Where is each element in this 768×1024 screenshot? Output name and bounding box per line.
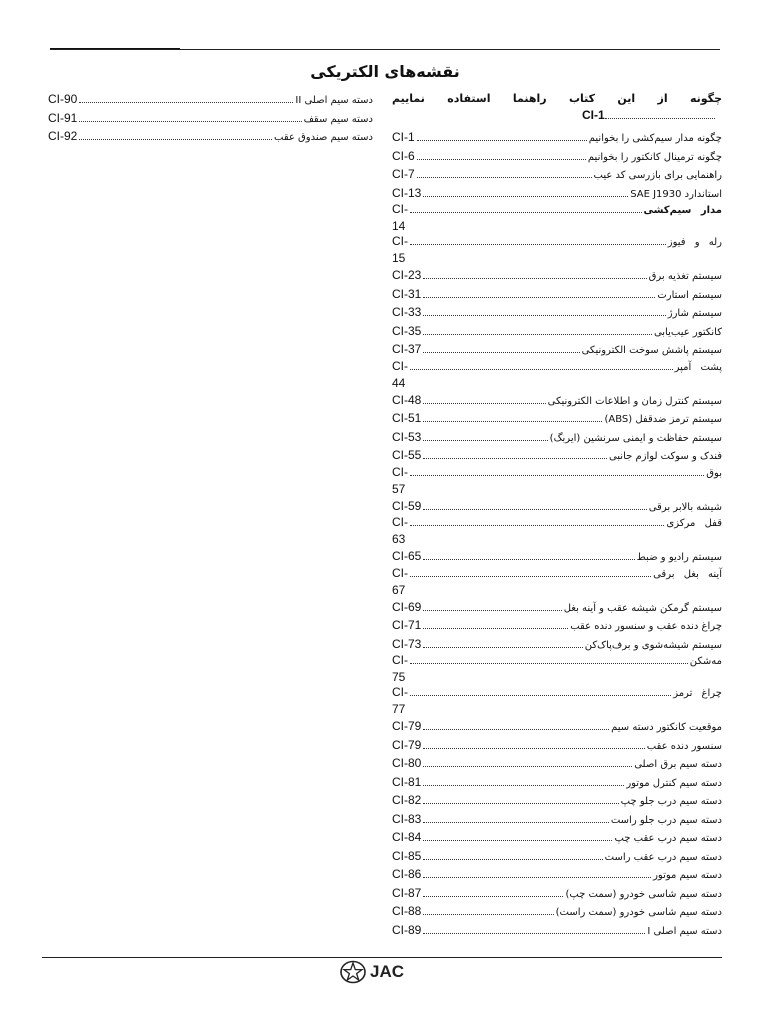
toc-entry-title: دسته سیم شاسی خودرو (سمت راست) bbox=[555, 907, 722, 918]
toc-page-number: CI-92 bbox=[48, 129, 78, 143]
toc-entry-title: استاندارد SAE J1930 bbox=[630, 188, 722, 200]
leader-dots bbox=[417, 168, 592, 178]
leader-dots bbox=[423, 720, 609, 730]
leader-dots bbox=[423, 794, 618, 804]
toc-entry-title: چگونه ترمینال کانکتور را بخوانیم bbox=[587, 151, 722, 163]
toc-entry[interactable] bbox=[392, 285, 722, 304]
toc-entry-title: دسته سیم کنترل موتور bbox=[626, 777, 722, 789]
toc-entry-title: بوق bbox=[706, 467, 722, 479]
toc-entry-title: دسته سیم موتور bbox=[653, 870, 722, 881]
toc-page-number: CI-79 bbox=[392, 719, 422, 733]
toc-page-number: CI-48 bbox=[392, 392, 422, 407]
toc-entry[interactable] bbox=[392, 566, 722, 598]
toc-entry-title: دسته سیم درب عقب چپ bbox=[614, 833, 722, 844]
toc-page-number-cont: 14 bbox=[392, 219, 406, 233]
leader-dots bbox=[423, 449, 607, 459]
leader-dots bbox=[423, 638, 582, 648]
toc-page-number: CI-69 bbox=[392, 599, 422, 614]
toc-page-number: CI- bbox=[392, 202, 408, 216]
toc-title-word: راهنما bbox=[512, 92, 547, 105]
toc-entry[interactable] bbox=[48, 127, 373, 146]
toc-first-entry bbox=[392, 90, 722, 128]
toc-page-number: CI-79 bbox=[392, 737, 422, 752]
leader-dots bbox=[423, 813, 609, 823]
toc-page-number: CI-65 bbox=[392, 549, 422, 563]
toc-entry[interactable] bbox=[392, 303, 722, 322]
toc-page-number: CI- bbox=[392, 234, 408, 248]
leader-dots bbox=[423, 831, 612, 841]
toc-page-number-cont: 67 bbox=[392, 582, 406, 597]
logo-text: JAC bbox=[370, 962, 405, 981]
toc-entry[interactable] bbox=[392, 653, 722, 685]
toc-entry[interactable] bbox=[392, 847, 722, 866]
leader-dots bbox=[423, 269, 646, 279]
toc-entry-title: سیستم رادیو و ضبط bbox=[636, 552, 722, 563]
toc-entry-title: چگونه مدار سیم‌کشی را بخوانیم bbox=[588, 133, 722, 144]
toc-title-word: استفاده bbox=[447, 92, 491, 105]
leader-dots bbox=[423, 431, 547, 441]
toc-entry[interactable] bbox=[392, 202, 722, 234]
toc-page-number: CI- bbox=[392, 464, 408, 479]
leader-dots bbox=[423, 412, 602, 422]
toc-entry-title: دسته سیم سقف bbox=[303, 113, 373, 125]
toc-entry-title: سنسور دنده عقب bbox=[646, 740, 722, 752]
toc-page-number: CI-6 bbox=[392, 148, 415, 163]
toc-entry[interactable] bbox=[392, 736, 722, 755]
toc-page-number-cont: 57 bbox=[392, 481, 406, 496]
leader-dots bbox=[410, 655, 688, 664]
toc-entry-title: پشت آمپر bbox=[674, 361, 722, 373]
leader-dots bbox=[410, 204, 642, 213]
toc-entry-title: دسته سیم صندوق عقب bbox=[274, 132, 373, 143]
toc-page-number: CI-73 bbox=[392, 636, 422, 651]
toc-entry-title: سیستم پاشش سوخت الکترونیکی bbox=[581, 345, 722, 356]
leader-dots bbox=[423, 500, 646, 510]
toc-entry[interactable] bbox=[392, 359, 722, 391]
star-icon bbox=[340, 960, 366, 984]
toc-entry-title: فندک و سوکت لوازم جانبی bbox=[608, 451, 722, 462]
leader-dots bbox=[410, 361, 673, 370]
toc-page-number-cont: 77 bbox=[392, 702, 406, 716]
toc-entry[interactable] bbox=[392, 165, 722, 184]
leader-dots bbox=[410, 687, 671, 696]
toc-entry[interactable] bbox=[392, 128, 722, 147]
toc-entry-title: قفل مرکزی bbox=[666, 518, 722, 529]
toc-page-number-cont: 15 bbox=[392, 251, 406, 265]
leader-dots bbox=[79, 93, 293, 103]
toc-page-number: CI-31 bbox=[392, 286, 422, 301]
toc-entry-title: سیستم استارت bbox=[657, 289, 722, 301]
toc-entry-title: راهنمایی برای بازرسی کد عیب bbox=[593, 170, 722, 181]
toc-page-number: CI-7 bbox=[392, 167, 415, 181]
toc-page-number: CI-51 bbox=[392, 411, 422, 425]
toc-entry[interactable] bbox=[392, 754, 722, 773]
toc-entry[interactable] bbox=[392, 921, 722, 940]
footer-rule bbox=[42, 957, 722, 958]
toc-entry-title: کانکتور عیب‌یابی bbox=[653, 326, 722, 338]
toc-entry[interactable] bbox=[392, 828, 722, 847]
toc-entry-title: دسته سیم اصلی II bbox=[295, 95, 373, 106]
toc-entry[interactable] bbox=[392, 773, 722, 792]
toc-entry-title: سیستم شارژ bbox=[667, 308, 722, 319]
toc-title-word: این bbox=[617, 92, 636, 105]
toc-page-number: CI-90 bbox=[48, 92, 78, 106]
toc-entry[interactable] bbox=[392, 884, 722, 903]
toc-right-column bbox=[392, 90, 722, 939]
toc-entry[interactable] bbox=[392, 791, 722, 810]
toc-entry[interactable] bbox=[392, 717, 722, 736]
toc-entry[interactable] bbox=[392, 547, 722, 566]
toc-entry-title: موقعیت کانکتور دسته سیم bbox=[611, 722, 722, 733]
toc-page-number: CI-82 bbox=[392, 793, 422, 807]
leader-dots bbox=[423, 288, 655, 298]
toc-entry[interactable] bbox=[392, 865, 722, 884]
toc-page-number: CI-88 bbox=[392, 904, 422, 918]
leader-dots bbox=[410, 517, 664, 526]
leader-dots bbox=[410, 236, 666, 245]
toc-entry[interactable] bbox=[392, 515, 722, 547]
toc-entry[interactable] bbox=[392, 616, 722, 635]
toc-page-number: CI- bbox=[392, 685, 408, 699]
leader-dots bbox=[423, 739, 644, 749]
toc-entry-title: سیستم ترمز ضدقفل (ABS) bbox=[604, 414, 722, 425]
toc-entry-title: مه‌شکن bbox=[689, 656, 722, 667]
leader-dots bbox=[423, 850, 602, 860]
toc-page-number-cont: 75 bbox=[392, 670, 406, 684]
leader-dots bbox=[423, 757, 632, 767]
toc-entry-title: سیستم گرمکن شیشه عقب و آینه بغل bbox=[563, 602, 722, 614]
toc-entry[interactable] bbox=[392, 497, 722, 516]
toc-entry[interactable] bbox=[392, 340, 722, 359]
leader-dots bbox=[423, 325, 652, 335]
toc-entry[interactable] bbox=[392, 598, 722, 617]
toc-entry-title: چراغ ترمز bbox=[673, 688, 722, 699]
leader-dots bbox=[423, 550, 634, 560]
toc-entry[interactable] bbox=[392, 428, 722, 447]
toc-entry-title: سیستم حفاظت و ایمنی سرنشین (ایربگ) bbox=[549, 432, 722, 444]
toc-page-number: CI-89 bbox=[392, 922, 422, 937]
toc-entry-title: شیشه بالابر برقی bbox=[648, 501, 722, 513]
toc-page-number: CI-1 bbox=[392, 130, 415, 144]
toc-entry-title: سیستم شیشه‌شوی و برف‌پاک‌کن bbox=[584, 639, 722, 651]
toc-page-number: CI-84 bbox=[392, 830, 422, 844]
toc-entry[interactable] bbox=[392, 391, 722, 410]
toc-entry[interactable] bbox=[392, 810, 722, 829]
page-title: نقشه‌های الکتریکی bbox=[310, 62, 460, 81]
toc-page-number: CI-91 bbox=[48, 110, 78, 125]
toc-page-number: CI-23 bbox=[392, 268, 422, 282]
toc-entry[interactable] bbox=[392, 409, 722, 428]
toc-page-number: CI-33 bbox=[392, 305, 422, 319]
leader-dots bbox=[423, 306, 665, 316]
toc-entry-title: دسته سیم درب عقب راست bbox=[604, 851, 722, 863]
leader-dots bbox=[79, 112, 301, 122]
header-rule bbox=[50, 49, 720, 50]
toc-page-number: CI-59 bbox=[392, 498, 422, 513]
toc-page-number: CI-71 bbox=[392, 618, 422, 632]
toc-page-number: CI- bbox=[392, 653, 408, 667]
toc-entry[interactable] bbox=[392, 635, 722, 654]
toc-page-number: CI-80 bbox=[392, 756, 422, 770]
toc-entry-title: رله و فیوز bbox=[667, 237, 722, 248]
toc-page-number: CI-55 bbox=[392, 448, 422, 462]
toc-entry[interactable] bbox=[392, 184, 722, 203]
toc-entry[interactable] bbox=[392, 902, 722, 921]
toc-page-number: CI-81 bbox=[392, 774, 422, 789]
toc-page-number-cont: 44 bbox=[392, 375, 406, 390]
toc-title-word: نمایيم bbox=[392, 92, 425, 105]
toc-entry[interactable] bbox=[392, 465, 722, 497]
leader-dots bbox=[423, 601, 561, 611]
toc-page-number-cont: 63 bbox=[392, 532, 406, 546]
toc-entry-title: دسته سیم درب جلو راست bbox=[610, 814, 722, 826]
toc-entry-title: دسته سیم شاسی خودرو (سمت چپ) bbox=[565, 888, 722, 900]
leader-dots bbox=[417, 131, 587, 141]
toc-page-number: CI- bbox=[392, 515, 408, 529]
toc-page-number: CI-86 bbox=[392, 867, 422, 881]
toc-entry-title: مدار سیم‌کشی bbox=[643, 205, 722, 216]
toc-entry[interactable] bbox=[48, 109, 373, 128]
toc-page-number: CI-83 bbox=[392, 811, 422, 826]
leader-dots bbox=[423, 394, 545, 404]
toc-page-number: CI-13 bbox=[392, 185, 422, 200]
toc-entry[interactable] bbox=[392, 322, 722, 341]
leader-dots bbox=[410, 467, 704, 476]
toc-page-number: CI- bbox=[392, 358, 408, 373]
toc-entry[interactable] bbox=[392, 234, 722, 266]
toc-title-word: چگونه bbox=[689, 92, 722, 105]
toc-entry-title: سیستم تغذیه برق bbox=[648, 271, 722, 282]
toc-entry[interactable] bbox=[392, 446, 722, 465]
leader-dots bbox=[423, 776, 624, 786]
toc-page-number: CI- bbox=[392, 565, 408, 580]
leader-dots bbox=[423, 905, 553, 915]
toc-entry-title: دسته سیم اصلی I bbox=[647, 925, 722, 937]
leader-dots bbox=[79, 130, 272, 140]
toc-entry-title: دسته سیم برق اصلی bbox=[634, 759, 722, 770]
toc-entry[interactable] bbox=[392, 266, 722, 285]
toc-entry-title: سیستم کنترل زمان و اطلاعات الکترونیکی bbox=[547, 395, 722, 407]
toc-page-number: CI-85 bbox=[392, 848, 422, 863]
leader-dots bbox=[423, 924, 645, 934]
toc-entry[interactable] bbox=[392, 685, 722, 717]
toc-entry[interactable] bbox=[48, 90, 373, 109]
toc-entry[interactable] bbox=[392, 147, 722, 166]
toc-entry-title: چراغ دنده عقب و سنسور دنده عقب bbox=[570, 621, 722, 632]
toc-entry-title: آینه بغل برقی bbox=[653, 568, 722, 580]
toc-left-column bbox=[48, 90, 373, 146]
toc-page-number: CI-87 bbox=[392, 885, 422, 900]
leader-dots bbox=[423, 187, 628, 197]
leader-dots bbox=[410, 568, 651, 577]
leader-dots bbox=[423, 343, 579, 353]
toc-title-word: از bbox=[657, 92, 668, 105]
toc-page-number: CI-1 bbox=[582, 108, 605, 122]
leader-dots bbox=[423, 619, 568, 629]
leader-dots bbox=[423, 887, 563, 897]
toc-page-number: CI-35 bbox=[392, 323, 422, 338]
toc-entry-title: دسته سیم درب جلو چپ bbox=[620, 796, 722, 807]
leader-dots bbox=[423, 868, 651, 878]
jac-logo bbox=[340, 960, 430, 984]
toc-page-number: CI-53 bbox=[392, 429, 422, 444]
toc-title-word: کتاب bbox=[568, 92, 596, 105]
leader-dots bbox=[417, 150, 586, 160]
toc-page-number: CI-37 bbox=[392, 342, 422, 356]
